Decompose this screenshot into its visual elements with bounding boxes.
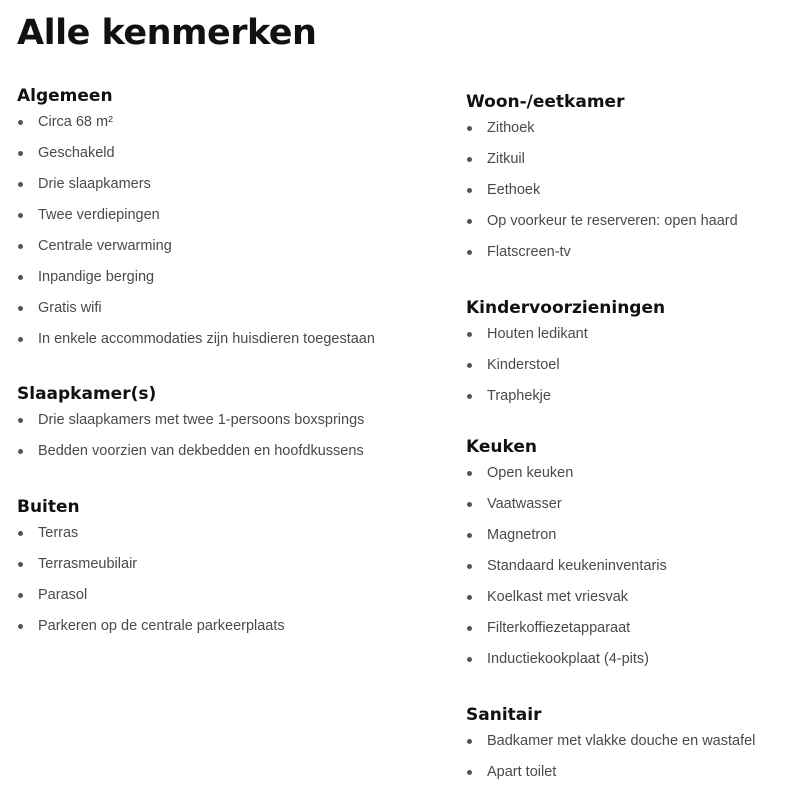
section-title: Slaapkamer(s) <box>17 384 157 404</box>
list-item-label: Drie slaapkamers met twee 1-persoons boxsprings <box>38 412 365 428</box>
bullet-icon <box>467 770 472 775</box>
section-kindervoorzieningen <box>466 297 796 416</box>
list-item-label: Standaard keukeninventaris <box>487 558 667 574</box>
list-item <box>466 323 796 354</box>
bullet-icon <box>467 533 472 538</box>
list-item <box>17 328 447 359</box>
bullet-icon <box>467 250 472 255</box>
section-title: Keuken <box>466 437 537 457</box>
bullet-icon <box>18 182 23 187</box>
bullet-icon <box>467 471 472 476</box>
list-item <box>466 761 796 792</box>
list-item <box>17 235 447 266</box>
list-item-label: Filterkoffiezetapparaat <box>487 620 631 636</box>
bullet-icon <box>467 332 472 337</box>
bullet-icon <box>467 502 472 507</box>
bullet-icon <box>467 394 472 399</box>
list-item <box>17 553 447 584</box>
bullet-icon <box>18 306 23 311</box>
list-item-label: Op voorkeur te reserveren: open haard <box>487 213 738 229</box>
feature-list <box>17 409 447 471</box>
bullet-icon <box>18 449 23 454</box>
bullet-icon <box>467 739 472 744</box>
bullet-icon <box>467 626 472 631</box>
list-item-label: Apart toilet <box>487 764 557 780</box>
list-item <box>466 555 796 586</box>
bullet-icon <box>18 593 23 598</box>
list-item <box>17 266 447 297</box>
bullet-icon <box>467 657 472 662</box>
list-item <box>466 586 796 617</box>
bullet-icon <box>467 219 472 224</box>
list-item-label: In enkele accommodaties zijn huisdieren toegestaan <box>38 331 375 347</box>
list-item-label: Traphekje <box>487 388 551 404</box>
bullet-icon <box>18 418 23 423</box>
list-item <box>466 179 796 210</box>
list-item <box>466 462 796 493</box>
list-item <box>17 409 447 440</box>
feature-list <box>466 730 796 792</box>
bullet-icon <box>18 275 23 280</box>
list-item <box>17 297 447 328</box>
list-item <box>466 241 796 272</box>
list-item <box>17 522 447 553</box>
section-title: Woon-/eetkamer <box>466 92 625 112</box>
bullet-icon <box>18 120 23 125</box>
list-item-label: Terras <box>38 525 79 541</box>
list-item <box>17 440 447 471</box>
feature-list <box>17 522 447 646</box>
list-item <box>17 142 447 173</box>
feature-list <box>466 323 796 416</box>
list-item-label: Drie slaapkamers <box>38 176 151 192</box>
list-item-label: Flatscreen-tv <box>487 244 571 260</box>
feature-list <box>466 117 796 272</box>
list-item-label: Houten ledikant <box>487 326 588 342</box>
list-item-label: Centrale verwarming <box>38 238 172 254</box>
list-item <box>17 173 447 204</box>
bullet-icon <box>467 126 472 131</box>
list-item <box>17 584 447 615</box>
list-item-label: Koelkast met vriesvak <box>487 589 629 605</box>
bullet-icon <box>467 564 472 569</box>
list-item <box>17 111 447 142</box>
list-item <box>466 210 796 241</box>
list-item-label: Terrasmeubilair <box>38 556 138 572</box>
feature-list <box>466 462 796 679</box>
list-item <box>466 648 796 679</box>
list-item-label: Bedden voorzien van dekbedden en hoofdkussens <box>38 443 364 459</box>
list-item <box>466 148 796 179</box>
list-item-label: Magnetron <box>487 527 557 543</box>
list-item-label: Geschakeld <box>38 145 115 161</box>
page-title: Alle kenmerken <box>17 13 317 53</box>
list-item-label: Twee verdiepingen <box>38 207 160 223</box>
list-item <box>466 524 796 555</box>
section-slaapkamers <box>17 383 447 471</box>
list-item <box>466 117 796 148</box>
section-algemeen <box>17 85 447 359</box>
section-title: Kindervoorzieningen <box>466 298 666 318</box>
bullet-icon <box>18 624 23 629</box>
section-sanitair <box>466 704 796 792</box>
bullet-icon <box>18 244 23 249</box>
list-item-label: Eethoek <box>487 182 541 198</box>
section-title: Sanitair <box>466 705 542 725</box>
section-title: Algemeen <box>17 86 113 106</box>
bullet-icon <box>18 531 23 536</box>
bullet-icon <box>467 157 472 162</box>
bullet-icon <box>18 562 23 567</box>
bullet-icon <box>18 151 23 156</box>
bullet-icon <box>467 363 472 368</box>
bullet-icon <box>467 188 472 193</box>
list-item <box>466 385 796 416</box>
list-item-label: Badkamer met vlakke douche en wastafel <box>487 733 756 749</box>
bullet-icon <box>18 337 23 342</box>
list-item-label: Zitkuil <box>487 151 525 167</box>
section-woon-eetkamer <box>466 91 796 272</box>
list-item-label: Open keuken <box>487 465 574 481</box>
list-item-label: Vaatwasser <box>487 496 562 512</box>
list-item <box>466 730 796 761</box>
bullet-icon <box>18 213 23 218</box>
section-buiten <box>17 496 447 646</box>
list-item <box>17 615 447 646</box>
list-item-label: Parkeren op de centrale parkeerplaats <box>38 618 285 634</box>
list-item-label: Inductiekookplaat (4-pits) <box>487 651 649 667</box>
list-item-label: Circa 68 m² <box>38 114 113 130</box>
bullet-icon <box>467 595 472 600</box>
list-item <box>466 493 796 524</box>
list-item-label: Parasol <box>38 587 88 603</box>
list-item <box>466 617 796 648</box>
list-item-label: Inpandige berging <box>38 269 155 285</box>
list-item-label: Kinderstoel <box>487 357 560 373</box>
feature-list <box>17 111 447 359</box>
list-item <box>17 204 447 235</box>
section-keuken <box>466 436 796 679</box>
section-title: Buiten <box>17 497 80 517</box>
list-item-label: Gratis wifi <box>38 300 102 316</box>
list-item-label: Zithoek <box>487 120 535 136</box>
list-item <box>466 354 796 385</box>
